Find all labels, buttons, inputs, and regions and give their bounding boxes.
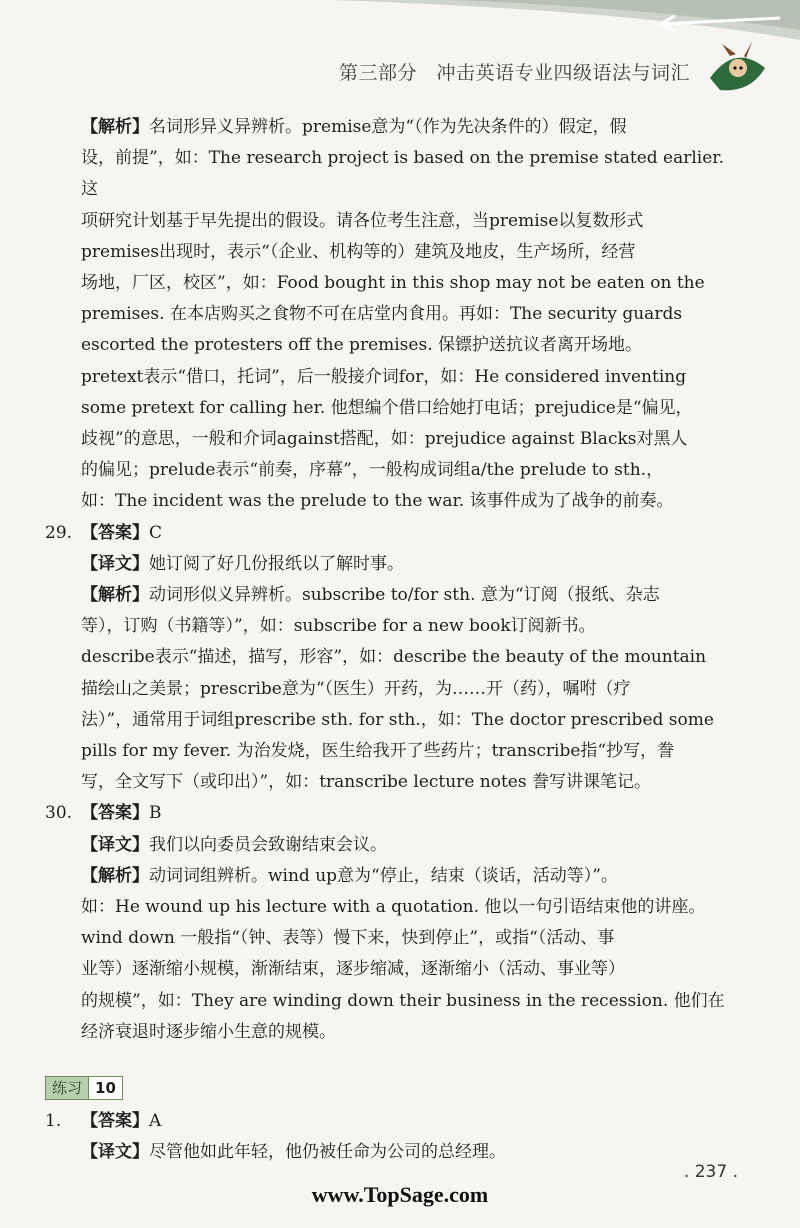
text-line [81,1017,745,1048]
line-text: premises出现时，表示“（企业、机构等的）建筑及地皮，生产场所，经营 [81,241,636,262]
chapter-title: 第三部分 冲击英语专业四级语法与词汇 [338,62,690,84]
text-line [81,1106,745,1137]
line-text: pills for my fever. 为治发烧，医生给我开了些药片；transcribe指“抄写，誊 [81,741,675,762]
text-line [81,268,745,299]
section-tag: 【译文】 [81,834,149,855]
mascot-icon [700,38,770,93]
line-text: 写，全文写下（或印出）”，如：transcribe lecture notes 誊写讲课笔记。 [81,772,651,793]
explanation-block [45,1137,745,1168]
line-text: 法）”，通常用于词组prescribe sth. for sth.，如：The doctor prescribed some [81,709,714,730]
text-line [81,518,745,549]
section-tag: 【答案】 [81,803,149,824]
section-tag: 【译文】 [81,1142,149,1163]
text-line [81,705,745,736]
text-line [81,455,745,486]
question-number: 29. [45,522,73,543]
line-text: 动词词组辨析。wind up意为“停止，结束（谈话，活动等）”。 [149,865,618,886]
question-number: 1. [45,1111,62,1132]
section-tag: 【解析】 [81,585,149,606]
question-number: 30. [45,803,73,824]
line-text: 名词形异义异辨析。premise意为“（作为先决条件的）假定，假 [149,117,627,137]
explanation-block [45,580,745,798]
section-tag: 【解析】 [81,117,149,137]
text-line [81,767,745,798]
line-text: 等），订购（书籍等）”，如：subscribe for a new book订阅新书。 [81,616,596,637]
line-text: pretext表示“借口，托词”，后一般接介词for，如：He considered inventing [81,366,687,387]
text-line [81,424,745,455]
section-tag: 【译文】 [81,553,149,574]
text-line [81,611,745,642]
line-text: 尽管他如此年轻，他仍被任命为公司的总经理。 [149,1142,506,1163]
text-line [81,143,745,205]
section-tag: 【解析】 [81,865,149,886]
text-line [81,954,745,985]
line-text: 的偏见；prelude表示“前奏，序幕”，一般构成词组a/the prelude to sth.， [81,460,664,481]
answer-item [45,798,745,829]
explanation-block [45,112,745,518]
line-text: 项研究计划基于早先提出的假设。请各位考生注意，当premise以复数形式 [81,210,644,231]
page-content [45,112,745,1169]
page-number: . 237 . [683,1162,738,1182]
text-line [81,736,745,767]
line-text: 的规模”，如：They are winding down their business in the recession. 他们在 [81,990,725,1011]
exercise-section-label [45,1076,123,1100]
explanation-block [45,549,745,580]
line-text: escorted the protesters off the premises. 保镖护送抗议者离开场地。 [81,335,642,356]
text-line [81,237,745,268]
line-text: premises. 在本店购买之食物不可在店堂内食用。再如：The security guards [81,304,683,325]
line-text: B [149,803,162,824]
line-text: 歧视”的意思，一般和介词against搭配，如：prejudice against Blacks对黑人 [81,429,688,450]
text-line [81,299,745,330]
line-text: 描绘山之美景；prescribe意为“（医生）开药，为……开（药），嘱咐（疗 [81,678,631,699]
text-line [81,642,745,673]
line-text: 我们以向委员会致谢结束会议。 [149,834,387,855]
line-text: A [149,1111,162,1132]
section-tag: 【答案】 [81,1111,149,1132]
section-label-text: 练习 [46,1077,88,1099]
line-text: C [149,522,163,543]
text-line [81,798,745,829]
line-text: 她订阅了好几份报纸以了解时事。 [149,553,404,574]
answer-item [45,518,745,549]
answer-item [45,1106,745,1137]
line-text: 场地，厂区，校区”，如：Food bought in this shop may not be eaten on the [81,273,705,294]
section-number: 10 [88,1077,122,1099]
text-line [81,393,745,424]
line-text: 如：The incident was the prelude to the war. 该事件成为了战争的前奏。 [81,491,674,512]
text-line [81,923,745,954]
text-line [81,1137,745,1168]
text-line [81,549,745,580]
line-text: 业等）逐渐缩小规模，渐渐结束，逐步缩减，逐渐缩小（活动、事业等） [81,959,625,980]
page-header [0,0,800,100]
line-text: 设，前提”，如：The research project is based on the premise stated earlier. 这 [81,148,724,200]
line-text: describe表示“描述，描写，形容”，如：describe the beauty of the mountain [81,647,707,668]
text-line [81,830,745,861]
text-line [81,362,745,393]
text-line [81,580,745,611]
text-line [81,986,745,1017]
explanation-block [45,861,745,1048]
line-text: 动词形似义异辨析。subscribe to/for sth. 意为“订阅（报纸、杂志 [149,585,660,606]
footer-url: www.TopSage.com [311,1182,489,1207]
line-text: wind down 一般指“（钟、表等）慢下来，快到停止”，或指“（活动、事 [81,928,615,949]
text-line [81,206,745,237]
explanation-block [45,830,745,861]
text-line [81,112,745,143]
text-line [81,330,745,361]
line-text: 如：He wound up his lecture with a quotation. 他以一句引语结束他的讲座。 [81,897,706,918]
section-tag: 【答案】 [81,522,149,543]
text-line [81,892,745,923]
text-line [81,674,745,705]
text-line [81,861,745,892]
line-text: some pretext for calling her. 他想编个借口给她打电话；prejudice是“偏见， [81,397,693,418]
text-line [81,486,745,517]
line-text: 经济衰退时逐步缩小生意的规模。 [81,1021,336,1042]
